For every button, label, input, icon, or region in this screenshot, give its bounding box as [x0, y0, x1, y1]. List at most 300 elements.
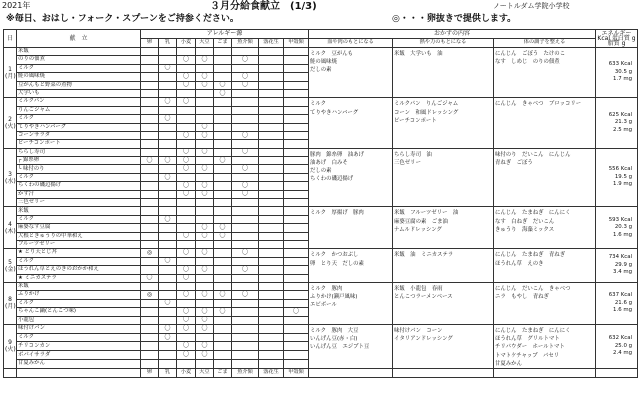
allergen-mark — [214, 351, 232, 360]
nutrition-value: 625 Kcal — [608, 111, 633, 118]
dish-name: ピーチコンポート — [17, 140, 141, 148]
allergen-mark: 〇 — [177, 165, 196, 173]
nutrition-value: 633 Kcal — [608, 61, 633, 68]
allergen-mark — [232, 157, 259, 165]
blood-foods-line: ミルク 豆がんも — [310, 51, 354, 57]
allergen-mark — [259, 333, 284, 342]
allergen-mark — [259, 115, 284, 123]
allergen-mark — [159, 48, 177, 56]
allergen-mark — [177, 106, 196, 114]
allergen-mark: 〇 — [196, 73, 214, 81]
nutrition-value: 21.3 g — [614, 119, 633, 126]
heat-foods — [393, 324, 494, 368]
allergen-mark: 〇 — [232, 165, 259, 173]
weekday: (月) — [5, 303, 16, 311]
allergen-footer: 魚介類 — [232, 368, 259, 377]
dish-name: 味付けパン — [17, 324, 141, 333]
allergen-header: ごま — [214, 39, 232, 48]
dish-name: ミルク — [17, 64, 141, 72]
allergen-mark: 〇 — [214, 81, 232, 89]
allergen-mark — [259, 299, 284, 307]
allergen-mark — [259, 342, 284, 351]
nutrition-value: 1.6 mg — [613, 307, 633, 314]
body-header: 体の調子を整える — [494, 39, 596, 48]
body-foods — [494, 249, 596, 283]
allergen-mark — [159, 81, 177, 89]
allergen-mark — [177, 199, 196, 207]
allergen-mark — [141, 73, 159, 81]
allergen-mark — [196, 64, 214, 72]
nutrition-cell — [596, 249, 638, 283]
allergen-mark — [177, 115, 196, 123]
heat-foods-line: 米飯 油 ミニカステラ — [394, 252, 454, 259]
allergen-mark — [284, 257, 309, 265]
allergen-mark — [259, 98, 284, 106]
allergen-mark — [214, 266, 232, 274]
allergen-mark — [259, 207, 284, 215]
allergen-mark — [196, 48, 214, 56]
allergen-mark — [196, 282, 214, 290]
body-foods — [494, 98, 596, 148]
heat-foods — [393, 98, 494, 148]
allergen-mark — [214, 64, 232, 72]
allergen-mark — [141, 266, 159, 274]
allergen-mark — [284, 73, 309, 81]
allergen-mark: 〇 — [196, 316, 214, 324]
dish-name: 大根ときゅうりの中華和え — [17, 232, 141, 240]
allergen-mark — [259, 324, 284, 333]
allergen-mark — [232, 360, 259, 369]
allergen-mark: 〇 — [196, 131, 214, 139]
allergen-mark: 〇 — [196, 123, 214, 131]
allergen-mark — [232, 173, 259, 181]
table-row — [4, 324, 638, 333]
allergen-mark — [177, 299, 196, 307]
allergen-mark — [214, 342, 232, 351]
allergen-mark — [214, 257, 232, 265]
footer-blank — [309, 368, 393, 377]
allergen-mark — [232, 333, 259, 342]
allergen-mark — [214, 190, 232, 198]
allergen-mark — [159, 140, 177, 148]
blood-foods — [309, 148, 393, 207]
contents-group-header: おかずの内容 — [309, 30, 596, 39]
allergen-mark — [284, 342, 309, 351]
body-foods-line: にんじん たまねぎ 青ねぎ — [495, 252, 566, 259]
allergen-mark — [159, 291, 177, 299]
allergen-mark: 〇 — [196, 308, 214, 316]
table-row — [4, 282, 638, 290]
dish-name: 三色ゼリー — [17, 199, 141, 207]
dish-name: ミルク — [17, 215, 141, 223]
blood-foods — [309, 249, 393, 283]
allergen-mark: 〇 — [177, 342, 196, 351]
allergen-mark: 〇 — [214, 291, 232, 299]
allergen-mark: 〇 — [196, 324, 214, 333]
allergen-mark: 〇 — [177, 148, 196, 156]
dish-name: ★ ミニカステラ — [17, 274, 141, 282]
allergen-mark — [284, 106, 309, 114]
blood-header: 血や肉のもとになる — [309, 39, 393, 48]
allergen-mark — [214, 333, 232, 342]
dish-name: ミルク — [17, 333, 141, 342]
allergen-mark: 〇 — [232, 249, 259, 257]
energy-header: エネルギー Kcal 蛋白質 g 脂質 g — [597, 29, 636, 48]
allergen-mark — [284, 140, 309, 148]
allergen-mark — [141, 115, 159, 123]
allergen-mark — [214, 274, 232, 282]
nutrition-value: 19.5 g — [614, 173, 633, 180]
allergen-mark — [214, 240, 232, 248]
allergen-mark — [214, 215, 232, 223]
allergen-mark: 〇 — [214, 89, 232, 97]
table-row — [4, 48, 638, 56]
year-label: 2021年 — [2, 1, 31, 10]
allergen-mark: 〇 — [177, 351, 196, 360]
allergen-mark — [196, 274, 214, 282]
table-row — [4, 98, 638, 106]
allergen-mark — [214, 131, 232, 139]
allergen-mark: 〇 — [232, 131, 259, 139]
allergen-mark: 〇 — [159, 299, 177, 307]
footer-blank — [393, 368, 494, 377]
allergen-mark: 〇 — [177, 291, 196, 299]
allergen-mark — [284, 182, 309, 190]
body-foods-line: ニラ もやし 青ねぎ — [495, 294, 549, 301]
allergen-mark — [284, 351, 309, 360]
allergen-mark — [141, 351, 159, 360]
allergen-mark: 〇 — [159, 157, 177, 165]
footer-blank — [596, 368, 638, 377]
allergen-mark — [259, 131, 284, 139]
allergen-mark: 〇 — [214, 308, 232, 316]
body-foods-line: なす 白ねぎ だいこん — [495, 218, 555, 225]
nutrition-cell — [596, 207, 638, 249]
body-foods-line: なす しめじ のりの佃煮 — [495, 59, 560, 66]
allergen-mark — [196, 215, 214, 223]
day-number: 2 — [8, 116, 12, 124]
dish-name: ミルク — [17, 115, 141, 123]
allergen-mark — [141, 98, 159, 106]
allergen-mark: 〇 — [177, 249, 196, 257]
allergen-mark — [259, 173, 284, 181]
allergen-mark — [284, 299, 309, 307]
dish-name: ミルクパン — [17, 98, 141, 106]
nutrition-value: 556 Kcal — [608, 166, 633, 173]
allergen-mark — [177, 207, 196, 215]
blood-foods-line: ミルク 厚揚げ 豚肉 — [310, 210, 364, 217]
allergen-mark — [259, 360, 284, 369]
allergen-mark — [232, 140, 259, 148]
allergen-mark — [141, 324, 159, 333]
allergen-mark — [159, 360, 177, 369]
heat-foods-line: ナムルドレッシング — [394, 226, 442, 233]
body-foods — [494, 48, 596, 98]
blood-foods-line: いんげん豆 エジプト豆 — [310, 344, 370, 351]
day-cell — [4, 249, 17, 283]
body-foods-line: きゅうり 海藻ミックス — [495, 226, 555, 233]
heat-foods — [393, 207, 494, 249]
allergen-mark — [214, 282, 232, 290]
allergen-mark — [177, 48, 196, 56]
allergy-group-header: アレルギー源 — [141, 30, 309, 39]
allergen-mark — [141, 360, 159, 369]
allergen-mark — [284, 165, 309, 173]
allergen-mark — [214, 48, 232, 56]
allergen-mark — [159, 316, 177, 324]
allergen-mark — [214, 324, 232, 333]
dish-name: 豆がんもと野菜の煮物 — [17, 81, 141, 89]
dish-name: 米飯 — [17, 207, 141, 215]
allergen-mark — [259, 157, 284, 165]
allergen-mark — [232, 342, 259, 351]
allergen-mark — [141, 182, 159, 190]
body-foods-line: 甘夏みかん — [495, 360, 522, 367]
heat-foods-line: 味付けパン コーン — [394, 327, 443, 334]
allergen-mark — [196, 173, 214, 181]
allergen-footer: 大豆 — [196, 368, 214, 377]
allergen-footer: 甲殻類 — [284, 368, 309, 377]
nutrition-value: 1.6 mg — [613, 231, 633, 238]
allergen-mark: 〇 — [159, 215, 177, 223]
dish-name: ミルク — [17, 173, 141, 181]
allergen-mark: 〇 — [196, 232, 214, 240]
dish-name: 大学いも — [17, 89, 141, 97]
allergen-mark — [177, 240, 196, 248]
body-foods — [494, 282, 596, 324]
body-foods-line: にんじん きゃべつ ブロッコリー — [495, 101, 582, 108]
allergen-mark: 〇 — [141, 274, 159, 282]
allergen-mark: 〇 — [177, 190, 196, 198]
allergen-header: 甲殻類 — [284, 39, 309, 48]
allergen-mark — [141, 224, 159, 232]
allergen-mark: 〇 — [214, 157, 232, 165]
day-cell — [4, 207, 17, 249]
allergen-mark — [196, 360, 214, 369]
blood-foods — [309, 48, 393, 98]
dish-name: コーンサラダ — [17, 131, 141, 139]
allergen-mark — [232, 207, 259, 215]
nutrition-value: 3.4 mg — [613, 269, 633, 276]
allergen-mark — [141, 199, 159, 207]
day-number: 1 — [8, 65, 12, 73]
allergen-header: 落花生 — [259, 39, 284, 48]
allergen-mark — [177, 89, 196, 97]
allergen-mark — [284, 48, 309, 56]
allergen-mark — [284, 282, 309, 290]
blood-foods-line: 鮭の風味焼 — [310, 59, 337, 66]
allergen-mark — [259, 140, 284, 148]
dish-name: ふりかけ — [17, 291, 141, 299]
allergen-mark — [284, 199, 309, 207]
weekday: (火) — [5, 346, 16, 354]
blood-foods-line: 卵 とり天 だしの素 — [310, 260, 364, 267]
allergen-mark — [141, 215, 159, 223]
allergen-mark — [284, 240, 309, 248]
allergen-mark — [159, 56, 177, 64]
allergen-mark — [259, 274, 284, 282]
egg-free-note: ◎・・・卵抜きで提供します。 — [392, 14, 517, 24]
menu-header: 献 立 — [17, 30, 141, 48]
body-foods-line: にんじん だいこん きゃべつ — [495, 285, 571, 292]
blood-foods-line: ふりかけ(瀬戸風味) — [310, 294, 358, 301]
allergen-mark — [232, 115, 259, 123]
nutrition-value: 1.7 mg — [613, 76, 633, 83]
allergen-mark: 〇 — [177, 274, 196, 282]
allergen-mark — [284, 324, 309, 333]
allergen-mark: 〇 — [177, 182, 196, 190]
body-foods-line: にんじん たまねぎ にんにく — [495, 327, 571, 334]
heat-foods-line: ミルクパン りんごジャム — [394, 101, 459, 108]
allergen-mark — [259, 224, 284, 232]
allergen-mark — [284, 98, 309, 106]
allergen-mark — [214, 140, 232, 148]
allergen-mark — [214, 123, 232, 131]
allergen-mark — [196, 115, 214, 123]
allergen-mark — [232, 123, 259, 131]
allergen-mark — [259, 48, 284, 56]
allergen-mark: 〇 — [196, 249, 214, 257]
allergen-mark: 〇 — [196, 81, 214, 89]
weekday: (木) — [5, 227, 16, 235]
allergen-footer: 乳 — [159, 368, 177, 377]
allergen-mark: 〇 — [232, 73, 259, 81]
allergen-mark: 〇 — [177, 316, 196, 324]
blood-foods-line: 油あげ 白みそ — [310, 159, 348, 166]
allergen-mark — [159, 190, 177, 198]
allergen-mark — [259, 266, 284, 274]
day-cell — [4, 48, 17, 98]
allergen-mark — [232, 98, 259, 106]
allergen-mark — [141, 81, 159, 89]
allergen-mark — [232, 232, 259, 240]
allergen-mark — [159, 123, 177, 131]
allergen-mark — [259, 215, 284, 223]
allergen-mark: 〇 — [159, 324, 177, 333]
allergen-mark: 〇 — [196, 266, 214, 274]
allergen-mark — [159, 266, 177, 274]
allergen-mark — [284, 148, 309, 156]
allergen-footer: ごま — [214, 368, 232, 377]
allergen-mark — [159, 342, 177, 351]
allergen-mark — [232, 324, 259, 333]
allergen-mark — [284, 249, 309, 257]
allergen-mark: 〇 — [177, 56, 196, 64]
allergen-mark — [259, 199, 284, 207]
allergen-mark — [259, 148, 284, 156]
blood-foods-line: ちくわの磯辺揚げ — [310, 176, 354, 183]
allergen-mark — [141, 232, 159, 240]
allergen-mark: 〇 — [232, 266, 259, 274]
allergen-mark — [284, 215, 309, 223]
allergen-mark — [196, 98, 214, 106]
allergen-mark: 〇 — [159, 173, 177, 181]
allergen-mark: 〇 — [196, 190, 214, 198]
allergen-mark — [284, 123, 309, 131]
body-foods-line: トマトケチャップ パセリ — [495, 352, 560, 359]
allergen-mark: 〇 — [232, 182, 259, 190]
allergen-mark — [159, 131, 177, 139]
allergen-mark: 〇 — [232, 81, 259, 89]
nutrition-value: 30.5 g — [614, 68, 633, 75]
dish-name: └ 味付のり — [17, 165, 141, 173]
dish-name: フルーツゼリー — [17, 240, 141, 248]
body-foods — [494, 207, 596, 249]
nutrition-value: 593 Kcal — [608, 216, 633, 223]
allergen-mark — [196, 157, 214, 165]
day-cell — [4, 282, 17, 324]
allergen-mark — [196, 106, 214, 114]
allergen-mark — [177, 64, 196, 72]
allergen-mark — [196, 89, 214, 97]
allergen-mark — [259, 316, 284, 324]
allergen-mark — [177, 333, 196, 342]
nutrition-value: 21.6 g — [614, 299, 633, 306]
nutrition-value: 1.9 mg — [613, 181, 633, 188]
allergen-mark: 〇 — [196, 342, 214, 351]
allergen-mark — [141, 282, 159, 290]
body-foods-line: 青ねぎ ごぼう — [495, 159, 533, 166]
allergen-mark — [141, 123, 159, 131]
heat-foods-line: イタリアンドレッシング — [394, 336, 453, 343]
day-cell — [4, 98, 17, 148]
day-number: 3 — [8, 170, 12, 178]
nutrition-value: 2.5 mg — [613, 126, 633, 133]
allergen-mark: 〇 — [177, 324, 196, 333]
allergen-mark: 〇 — [159, 64, 177, 72]
blood-foods — [309, 98, 393, 148]
allergen-mark — [214, 106, 232, 114]
allergen-mark — [159, 199, 177, 207]
dish-name: ちくわの磯辺揚げ — [17, 182, 141, 190]
allergen-mark — [159, 274, 177, 282]
table-row — [4, 207, 638, 215]
allergen-mark — [259, 291, 284, 299]
allergen-mark: 〇 — [196, 165, 214, 173]
allergen-mark — [259, 182, 284, 190]
allergen-mark: 〇 — [177, 157, 196, 165]
table-row — [4, 249, 638, 257]
heat-foods — [393, 249, 494, 283]
body-foods-line: にんじん ごぼう たけのこ — [495, 51, 566, 57]
allergen-mark: 〇 — [159, 98, 177, 106]
allergen-mark — [259, 73, 284, 81]
allergen-mark — [159, 308, 177, 316]
allergen-mark — [232, 316, 259, 324]
body-foods — [494, 324, 596, 368]
allergen-mark: 〇 — [177, 81, 196, 89]
heat-foods — [393, 282, 494, 324]
allergen-mark — [214, 165, 232, 173]
allergen-mark — [259, 106, 284, 114]
allergen-mark: 〇 — [284, 308, 309, 316]
allergen-mark — [284, 173, 309, 181]
weekday: (火) — [5, 123, 16, 131]
allergen-mark — [284, 190, 309, 198]
blood-foods-line: ミルク 豚肉 — [310, 285, 343, 292]
allergen-mark: 〇 — [232, 291, 259, 299]
allergen-mark: ◎ — [141, 249, 159, 257]
blood-foods-line: いんげん豆(赤・白) — [310, 336, 358, 343]
day-number: 8 — [8, 296, 12, 304]
blood-foods — [309, 282, 393, 324]
allergen-mark — [284, 360, 309, 369]
body-foods-line: 味付のり だいこん にんじん — [495, 151, 571, 158]
nutrition-value: 2.4 mg — [613, 350, 633, 357]
allergen-mark — [141, 140, 159, 148]
allergen-mark — [232, 199, 259, 207]
dish-name: りんごジャム — [17, 106, 141, 114]
